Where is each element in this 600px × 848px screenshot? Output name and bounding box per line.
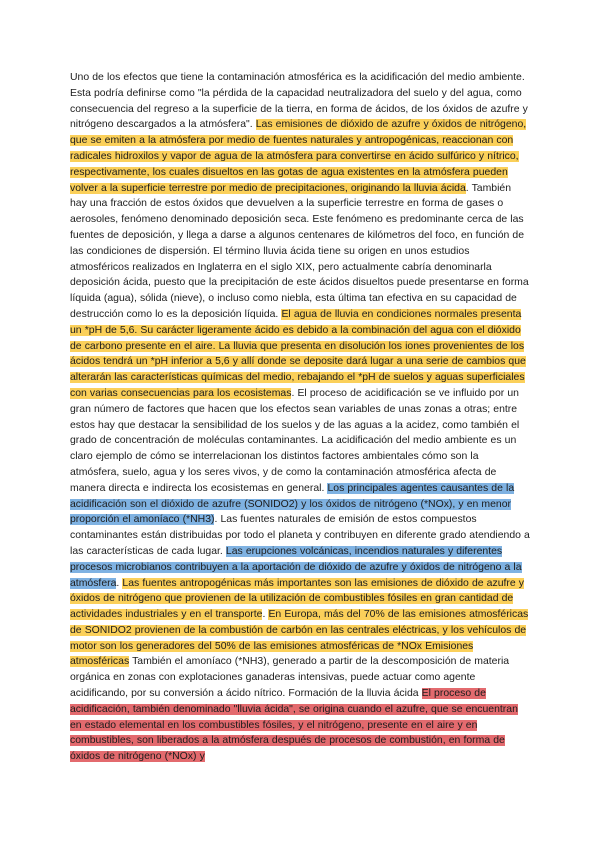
text-segment: . <box>116 577 123 589</box>
text-segment: . El proceso de acidificación se ve influido por un gran número de factores que hacen que los efectos sean variables de unas zonas a otras; entre estos hay que destacar la sensibilidad de los suelos y de las aguas a la acidez, como también el grado de concentración de moléculas contaminantes. La acidificación del medio ambiente es un claro ejemplo de cómo se interrelacionan los distintos factores ambientales cómo son la atmósfera, suelo, agua y los seres vivos, y de como la contaminación atmosférica afecta de manera directa e indirecta los ecosistemas en general. <box>70 387 520 494</box>
blue-highlight: Las erupciones volcánicas, incendios naturales y diferentes procesos microbianos contribuyen a la aportación de dióxido de azufre y óxidos de nitrógeno a la atmósfera <box>70 545 522 589</box>
red-highlight: El proceso de acidificación, también denominado "lluvia ácida", se origina cuando el azufre, que se encuentran en estado elemental en los combustibles fósiles, y el nitrógeno, presente en el aire y en combustibles, son liberados a la atmósfera después de procesos de combustión, en forma de óxidos de nitrógeno (*NOx) y <box>70 688 518 763</box>
text-segment: También el amoníaco (*NH3), generado a partir de la descomposición de materia orgánica en zonas con explotaciones ganaderas intensivas, puede actuar como agente acidificando, por su conversión a ácido nítrico. Formación de la lluvia ácida <box>70 656 510 700</box>
text-segment: Uno de los efectos que tiene la contaminación atmosférica es la acidificación del medio ambiente. Esta podría definirse como "la pérdida de la capacidad neutralizadora del suelo y del agua, como consecuencia del regreso a la superficie de la tierra, en forma de ácidos, de los óxidos de azufre y nitrógeno descargados a la atmósfera". <box>70 72 528 131</box>
blue-highlight: Los principales agentes causantes de la acidificación son el dióxido de azufre (SONIDO2) y los óxidos de nitrógeno (*NOx), y en menor proporción el amoníaco (*NH3) <box>70 482 515 526</box>
text-segment: . Las fuentes naturales de emisión de estos compuestos contaminantes están distribuidas por todo el planeta y contribuyen en diferente grado atendiendo a las características de cada lugar. <box>70 514 530 557</box>
yellow-highlight: Las emisiones de dióxido de azufre y óxidos de nitrógeno, que se emiten a la atmósfera por medio de fuentes naturales y antropogénicas, reaccionan con radicales hidroxilos y vapor de agua de la atmósfera para convertirse en ácido sulfúrico y nítrico, respectivamente, los cuales disueltos en las gotas de agua existentes en la atmósfera pueden volver a la superficie terrestre por medio de precipitaciones, originando la lluvia ácida <box>70 119 527 194</box>
body-paragraph <box>70 70 530 765</box>
text-segment: . También hay una fracción de estos óxidos que devuelven a la superficie terrestre en forma de gases o aerosoles, fenómeno denominado deposición seca. Este fenómeno es predominante cerca de las fuentes de deposición, y llega a darse a algunos centenares de kilómetros del foco, en función de las condiciones de dispersión. El término lluvia ácida tiene su origen en unos estudios atmosféricos realizados en Inglaterra en el siglo XIX, pero actualmente cabría denominarla deposición ácida, puesto que la precipitación de este ácidos disueltos puede presentarse en forma líquida (agua), sólida (nieve), o incluso como niebla, esta última tan efectiva en su capacidad de destrucción como lo es la deposición líquida. <box>70 182 529 320</box>
text-segment: . <box>262 609 269 621</box>
yellow-highlight: En Europa, más del 70% de las emisiones atmosféricas de SONIDO2 provienen de la combustión de carbón en las centrales eléctricas, y los vehículos de motor son los generadores del 50% de las emisiones atmosféricas de *NOx Emisiones atmosféricas <box>70 609 529 668</box>
yellow-highlight: Las fuentes antropogénicas más importantes son las emisiones de dióxido de azufre y óxidos de nitrógeno que provienen de la utilización de combustibles fósiles en gran cantidad de actividades industriales y en el transporte <box>70 577 524 621</box>
yellow-highlight: El agua de lluvia en condiciones normales presenta un *pH de 5,6. Su carácter ligeramente ácido es debido a la combinación del agua con el dióxido de carbono presente en el aire. La lluvia que presenta en disolución los iones provenientes de los ácidos tendrá un *pH inferior a 5,6 y allí donde se deposite dará lugar a una serie de cambios que alterarán las características químicas del medio, rebajando el *pH de suelos y aguas superficiales con varias consecuencias para los ecosistemas <box>70 308 526 399</box>
